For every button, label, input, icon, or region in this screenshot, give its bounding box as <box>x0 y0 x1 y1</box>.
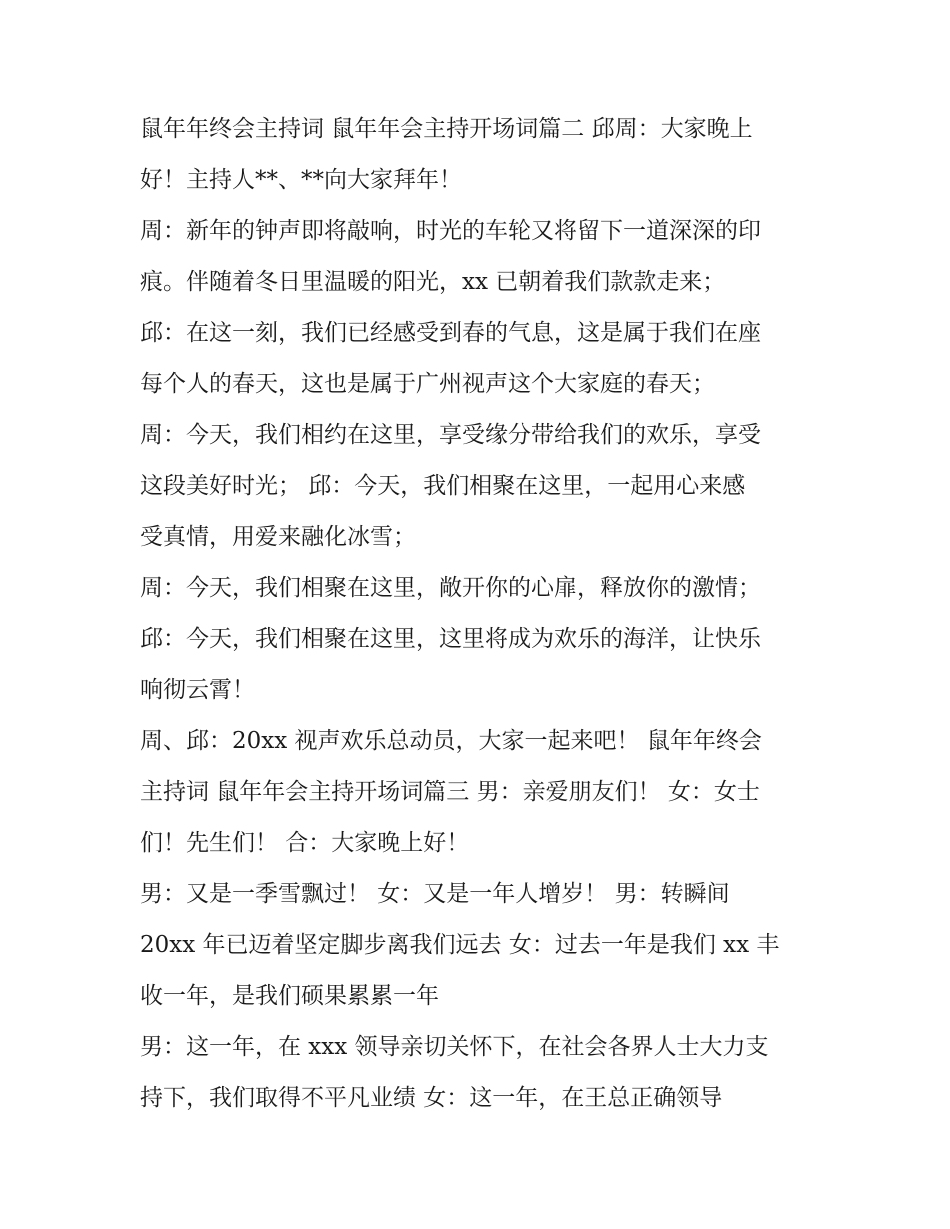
text-line: 们！先生们！ 合：大家晚上好！ <box>140 830 470 856</box>
text-line: 周、邱：20xx 视声欢乐总动员，大家一起来吧！ 鼠年年终会 <box>140 728 762 754</box>
text-line: 这段美好时光； 邱：今天，我们相聚在这里，一起用心来感 <box>140 473 746 499</box>
text-line: 男：又是一季雪飘过！ 女：又是一年人增岁！ 男：转瞬间 <box>140 881 730 907</box>
text-line: 邱：在这一刻，我们已经感受到春的气息，这是属于我们在座 <box>140 320 761 346</box>
text-line: 20xx 年已迈着坚定脚步离我们远去 女：过去一年是我们 xx 丰 <box>140 932 780 958</box>
text-line: 每个人的春天，这也是属于广州视声这个大家庭的春天； <box>140 371 715 397</box>
text-line: 鼠年年终会主持词 鼠年年会主持开场词篇二 邱周：大家晚上 <box>140 116 753 142</box>
text-line: 好！主持人**、**向大家拜年！ <box>140 167 462 193</box>
text-line: 邱：今天，我们相聚在这里，这里将成为欢乐的海洋，让快乐 <box>140 626 761 652</box>
text-line: 持下，我们取得不平凡业绩 女：这一年，在王总正确领导 <box>140 1085 723 1111</box>
text-line: 痕。伴随着冬日里温暖的阳光，xx 已朝着我们款款走来； <box>140 269 726 295</box>
text-line: 受真情，用爱来融化冰雪； <box>140 524 416 550</box>
text-line: 男：这一年，在 xxx 领导亲切关怀下，在社会各界人士大力支 <box>140 1034 769 1060</box>
text-line: 周：今天，我们相聚在这里，敞开你的心扉，释放你的激情； <box>140 575 761 601</box>
text-line: 周：今天，我们相约在这里，享受缘分带给我们的欢乐，享受 <box>140 422 761 448</box>
text-line: 主持词 鼠年年会主持开场词篇三 男：亲爱朋友们！ 女：女士 <box>140 779 760 805</box>
document-body <box>140 104 820 1124</box>
text-line: 周：新年的钟声即将敲响，时光的车轮又将留下一道深深的印 <box>140 218 761 244</box>
text-line: 收一年，是我们硕果累累一年 <box>140 983 439 1009</box>
text-line: 响彻云霄！ <box>140 677 255 703</box>
